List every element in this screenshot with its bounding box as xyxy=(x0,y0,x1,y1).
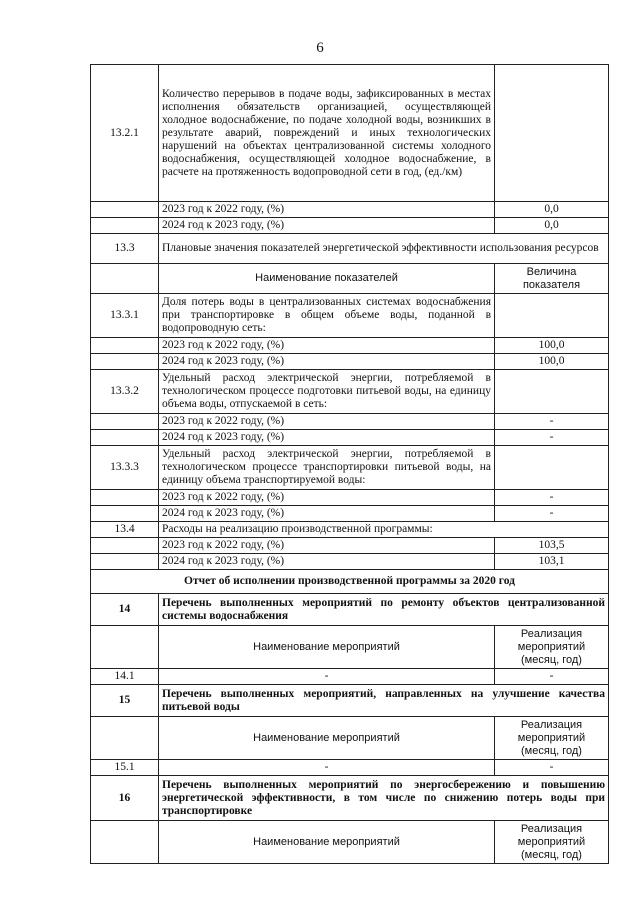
table-row xyxy=(91,821,609,864)
table-row xyxy=(91,446,609,490)
column-header-name: Наименование мероприятий xyxy=(159,626,495,669)
table-row xyxy=(91,554,609,570)
section-text: Плановые значения показателей энергетической эффективности использования ресурсов xyxy=(159,234,609,264)
year-label: 2023 год к 2022 году, (%) xyxy=(159,414,495,430)
row-number: 16 xyxy=(91,776,159,821)
year-value: 0,0 xyxy=(495,218,609,234)
year-value: 100,0 xyxy=(495,354,609,370)
column-header-value: Величина показателя xyxy=(495,264,609,294)
year-label: 2023 год к 2022 году, (%) xyxy=(159,338,495,354)
year-value: - xyxy=(495,490,609,506)
row-number: 13.3 xyxy=(91,234,159,264)
year-label: 2023 год к 2022 году, (%) xyxy=(159,538,495,554)
table-row xyxy=(91,685,609,717)
year-value: 0,0 xyxy=(495,202,609,218)
row-number: 13.4 xyxy=(91,522,159,538)
year-value: 100,0 xyxy=(495,338,609,354)
column-header-name: Наименование мероприятий xyxy=(159,821,495,864)
table-row xyxy=(91,717,609,760)
table-row xyxy=(91,414,609,430)
indicator-text: Удельный расход электрической энергии, потребляемой в технологическом процессе транспортировки питьевой воды, на единицу объема транспортируемой воды: xyxy=(159,446,495,490)
column-header-value: Реализация мероприятий (месяц, год) xyxy=(495,717,609,760)
table-row xyxy=(91,354,609,370)
year-value: - xyxy=(495,414,609,430)
table-row xyxy=(91,218,609,234)
year-value: 103,1 xyxy=(495,554,609,570)
year-value: - xyxy=(495,430,609,446)
row-number: 13.3.3 xyxy=(91,446,159,490)
table-row xyxy=(91,626,609,669)
table-row xyxy=(91,202,609,218)
table-row xyxy=(91,594,609,626)
table-row xyxy=(91,506,609,522)
section-text: Перечень выполненных мероприятий, направленных на улучшение качества питьевой воды xyxy=(159,685,609,717)
year-label: 2024 год к 2023 году, (%) xyxy=(159,554,495,570)
section-text: Перечень выполненных мероприятий по ремонту объектов централизованной системы водоснабжения xyxy=(159,594,609,626)
year-value: 103,5 xyxy=(495,538,609,554)
column-header-name: Наименование мероприятий xyxy=(159,717,495,760)
indicator-value xyxy=(495,65,609,202)
year-value: - xyxy=(495,506,609,522)
year-label: 2024 год к 2023 году, (%) xyxy=(159,430,495,446)
row-number: 13.3.1 xyxy=(91,294,159,338)
year-label: 2023 год к 2022 году, (%) xyxy=(159,202,495,218)
year-label: 2023 год к 2022 году, (%) xyxy=(159,490,495,506)
table-row xyxy=(91,522,609,538)
measure-date: - xyxy=(495,669,609,685)
table-row xyxy=(91,264,609,294)
row-number: 13.3.2 xyxy=(91,370,159,414)
indicator-text: Удельный расход электрической энергии, потребляемой в технологическом процессе подготовки питьевой воды, на единицу объема воды, отпускаемой в сеть: xyxy=(159,370,495,414)
indicators-table xyxy=(90,64,609,864)
table-row xyxy=(91,65,609,202)
indicator-text: Доля потерь воды в централизованных системах водоснабжения при транспортировке в общем объеме воды, поданной в водопроводную сеть: xyxy=(159,294,495,338)
table-row xyxy=(91,776,609,821)
row-number: 15 xyxy=(91,685,159,717)
year-label: 2024 год к 2023 году, (%) xyxy=(159,506,495,522)
table-row xyxy=(91,538,609,554)
measure-name: - xyxy=(159,669,495,685)
table-row xyxy=(91,430,609,446)
table-row xyxy=(91,570,609,594)
section-text: Перечень выполненных мероприятий по энергосбережению и повышению энергетической эффективности, в том числе по снижению потерь воды при транспортировке xyxy=(159,776,609,821)
table-row xyxy=(91,490,609,506)
table-row xyxy=(91,338,609,354)
row-number: 13.2.1 xyxy=(91,65,159,202)
table-row xyxy=(91,669,609,685)
row-number: 14 xyxy=(91,594,159,626)
measure-name: - xyxy=(159,760,495,776)
row-number: 14.1 xyxy=(91,669,159,685)
report-heading: Отчет об исполнении производственной программы за 2020 год xyxy=(91,570,609,594)
table-row xyxy=(91,234,609,264)
measure-date: - xyxy=(495,760,609,776)
page-number: 6 xyxy=(316,40,324,56)
year-label: 2024 год к 2023 году, (%) xyxy=(159,354,495,370)
column-header-name: Наименование показателей xyxy=(159,264,495,294)
row-number: 15.1 xyxy=(91,760,159,776)
year-label: 2024 год к 2023 году, (%) xyxy=(159,218,495,234)
table-row xyxy=(91,370,609,414)
indicator-text: Количество перерывов в подаче воды, зафиксированных в местах исполнения обязательств организацией, осуществляющей холодное водоснабжение, по подаче холодной воды, возникших в результате аварий, повреждений и иных технологических нарушений на объектах централизованной системы холодного водоснабжения, осуществляющей холодное водоснабжение, в расчете на протяженность водопроводной сети в год, (ед./км) xyxy=(159,65,495,202)
column-header-value: Реализация мероприятий (месяц, год) xyxy=(495,626,609,669)
column-header-value: Реализация мероприятий (месяц, год) xyxy=(495,821,609,864)
table-row xyxy=(91,294,609,338)
indicator-text: Расходы на реализацию производственной программы: xyxy=(159,522,609,538)
table-row xyxy=(91,760,609,776)
